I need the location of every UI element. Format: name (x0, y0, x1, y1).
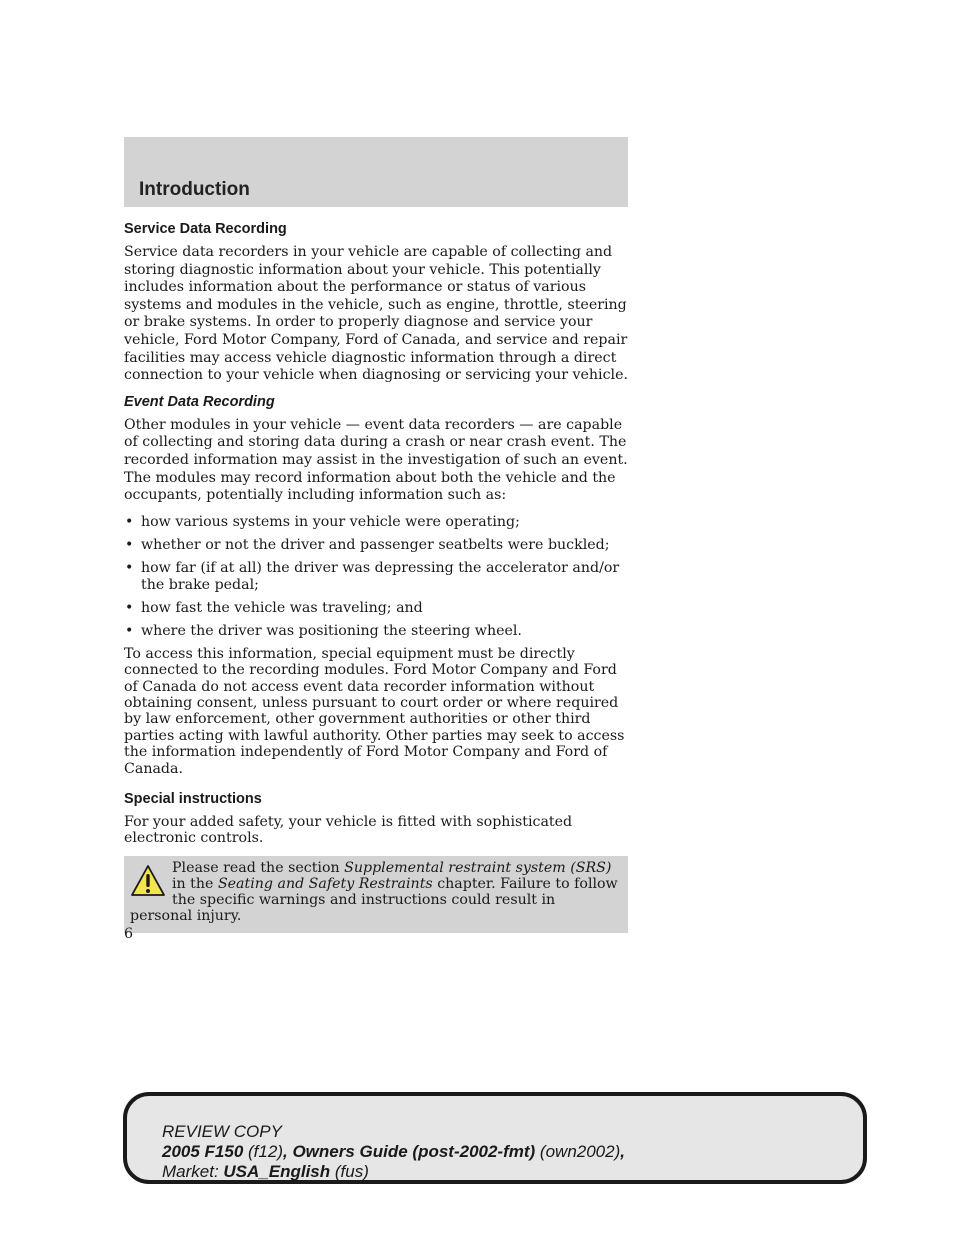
list-item (124, 514, 628, 531)
service-data-heading: Service Data Recording (124, 221, 287, 237)
bullet-icon: • (125, 622, 134, 639)
special-instructions-heading: Special instructions (124, 790, 262, 807)
section-header-band (124, 137, 628, 207)
bullet-icon: • (125, 513, 134, 530)
market-name: USA_English (223, 1162, 331, 1181)
document-info-line: 2005 F150 (f12), Owners Guide (post-2002-fmt) (own2002), (162, 1142, 625, 1161)
page-content (124, 221, 628, 933)
event-data-intro: Other modules in your vehicle — event data recorders — are capable of collecting and storing data during a crash or near crash event. The recorded information may assist in the investigation of such an event. The modules may record information about both the vehicle and the occupants, potentially including information such as: (124, 416, 628, 504)
warning-text: Please read the section Supplemental restraint system (SRS) in the Seating and Safety Restraints chapter. Failure to follow the specific warnings and instructions could result in personal injury. (130, 859, 618, 925)
page-number: 6 (124, 926, 134, 942)
service-data-paragraph: Service data recorders in your vehicle are capable of collecting and storing diagnostic information about your vehicle. This potentially includes information about the performance or status of various systems and modules in the vehicle, such as engine, throttle, steering or brake systems. In order to properly diagnose and service your vehicle, Ford Motor Company, Ford of Canada, and service and repair facilities may access vehicle diagnostic information through a direct connection to your vehicle when diagnosing or servicing your vehicle. (124, 244, 628, 384)
list-item-text: how various systems in your vehicle were operating; (141, 513, 520, 530)
list-item-text: how far (if at all) the driver was depressing the accelerator and/or the brake pedal; (141, 559, 620, 593)
srs-reference: Supplemental restraint system (SRS) (344, 859, 612, 876)
access-paragraph: To access this information, special equipment must be directly connected to the recording modules. Ford Motor Company and Ford of Canada do not access event data recorder information without obtaining consent, unless pursuant to court order or where required by law enforcement, other government authorities or other third parties acting with lawful authority. Other parties may seek to access the information independently of Ford Motor Company and Ford of Canada. (124, 645, 625, 777)
review-copy-box (123, 1092, 867, 1184)
bullet-icon: • (125, 559, 134, 576)
review-copy-label: REVIEW COPY (162, 1122, 282, 1141)
special-instructions-paragraph: For your added safety, your vehicle is fitted with sophisticated electronic controls. (124, 813, 573, 847)
event-data-heading: Event Data Recording (124, 393, 275, 410)
list-item-text: how fast the vehicle was traveling; and (141, 599, 423, 616)
warning-triangle-icon (130, 864, 166, 898)
section-title: Introduction (139, 179, 250, 200)
list-item (124, 600, 628, 617)
warning-box (124, 856, 628, 933)
list-item-text: where the driver was positioning the steering wheel. (141, 622, 522, 639)
bullet-icon: • (125, 536, 134, 553)
list-item (124, 560, 628, 594)
list-item (124, 537, 628, 554)
model-name: 2005 F150 (162, 1142, 244, 1161)
list-item-text: whether or not the driver and passenger seatbelts were buckled; (141, 536, 610, 553)
chapter-reference: Seating and Safety Restraints (217, 875, 433, 892)
market-line: Market: USA_English (fus) (162, 1162, 369, 1181)
bullet-icon: • (125, 599, 134, 616)
event-data-list (124, 514, 628, 640)
guide-name: Owners Guide (post-2002-fmt) (292, 1142, 536, 1161)
list-item (124, 623, 628, 640)
